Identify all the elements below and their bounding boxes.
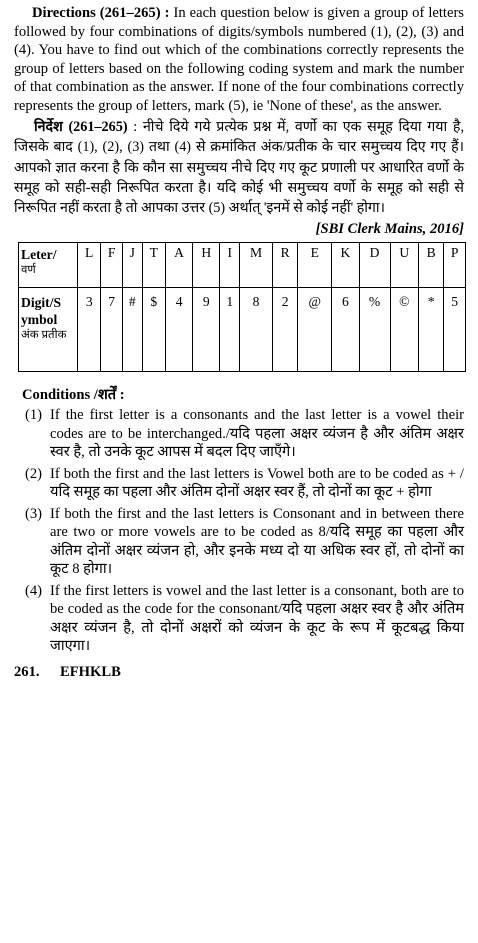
- letter-cell: P: [444, 243, 466, 288]
- conditions-title: Conditions /शर्तें :: [22, 387, 125, 404]
- conditions-list: [14, 406, 464, 656]
- directions-hi: [14, 117, 464, 218]
- condition-text: If both the first and the last letters is Vowel both are to be coded as + /यदि समूह का पहला और अंतिम दोनों अक्षर स्वर हैं, तो दोनों का कूट + होगा: [50, 465, 464, 501]
- question-text: EFHKLB: [60, 663, 121, 680]
- condition-text: If both the first and the last letters is Consonant and in between there are two or more vowels are to be coded as 8/यदि समूह का पहला और अंतिम दोनों अक्षर व्यंजन हो, और इनके मध्य दो या अधिक स्वर हों, तो दोनों का कूट 8 होगा।: [50, 505, 464, 578]
- letter-cell: U: [390, 243, 418, 288]
- code-cell: 4: [165, 288, 192, 372]
- letter-cell: M: [240, 243, 273, 288]
- question-number: 261.: [14, 663, 40, 680]
- condition-item: [14, 582, 464, 656]
- directions-label: Directions (261–265) :: [32, 5, 170, 21]
- code-table: [18, 242, 466, 372]
- condition-item: [14, 505, 464, 579]
- condition-number: (4): [24, 582, 42, 599]
- letter-cell: B: [419, 243, 444, 288]
- letter-cell: J: [122, 243, 142, 288]
- code-cell: *: [419, 288, 444, 372]
- condition-text: If the first letters is vowel and the last letter is a consonant, both are to be coded as the code for the consonant/यदि पहला अक्षर स्वर है और अंतिम अक्षर व्यंजन है, तो दोनों अक्षरों को व्यंजन के कूट के रूप में कूटबद्ध किया जाएगा।: [50, 582, 464, 655]
- code-row: [19, 288, 466, 372]
- letter-cell: T: [142, 243, 165, 288]
- condition-item: [14, 406, 464, 462]
- code-cell: 5: [444, 288, 466, 372]
- code-cell: @: [298, 288, 332, 372]
- question: [14, 664, 464, 681]
- code-cell: 6: [332, 288, 359, 372]
- condition-text: If the first letter is a consonants and the last letter is a vowel their codes are to be interchanged./यदि पहला अक्षर व्यंजन है और अंतिम अक्षर स्वर है, तो उनके कूट आपस में बदल दिए जाएँगे।: [50, 407, 464, 461]
- code-cell: 7: [101, 288, 123, 372]
- code-row-head: Digit/S ymbol अंक प्रतीक: [19, 288, 78, 372]
- letter-cell: L: [78, 243, 101, 288]
- code-cell: 1: [220, 288, 240, 372]
- letter-cell: H: [193, 243, 220, 288]
- condition-number: (2): [24, 465, 42, 482]
- code-cell: 2: [272, 288, 297, 372]
- letter-cell: D: [359, 243, 390, 288]
- directions-label-hi: निर्देश (261–265): [34, 119, 128, 135]
- directions-text-hi: : नीचे दिये गये प्रत्येक प्रश्न में, वर्णो का एक समूह दिया गया है, जिसके बाद (1), (2), (3) तथा (4) से क्रमांकित अंक/प्रतीक के चार समुच्चय दिए गए हैं। आपको ज्ञात करना है कि कौन सा समुच्चय नीचे दिए गए कूट प्रणाली पर आधारित वर्णो के समूह को सही-सही निरूपित करता है। यदि कोई भी समुच्चय वर्णो के समूह को सही से निरूपित नहीं करता है तो आपका उत्तर (5) अर्थात् 'इनमें से कोई नहीं' होगा।: [14, 119, 464, 217]
- code-cell: 9: [193, 288, 220, 372]
- code-cell: 3: [78, 288, 101, 372]
- code-cell: %: [359, 288, 390, 372]
- letter-row: [19, 243, 466, 288]
- letter-cell: F: [101, 243, 123, 288]
- directions-en: [14, 4, 464, 115]
- code-cell: $: [142, 288, 165, 372]
- letter-cell: A: [165, 243, 192, 288]
- code-cell: #: [122, 288, 142, 372]
- letter-row-head: Leter/ वर्ण: [19, 243, 78, 288]
- letter-cell: I: [220, 243, 240, 288]
- code-cell: ©: [390, 288, 418, 372]
- letter-cell: R: [272, 243, 297, 288]
- condition-number: (3): [24, 505, 42, 522]
- source-citation: [SBI Clerk Mains, 2016]: [315, 221, 464, 238]
- condition-item: [14, 465, 464, 502]
- code-cell: 8: [240, 288, 273, 372]
- directions-text-en: In each question below is given a group of letters followed by four combinations of digits/symbols numbered (1), (2), (3) and (4). You have to find out which of the combinations correctly represents the group of letters based on the following coding system and mark the number of that combination as the answer. If none of the four combinations correctly represents the group of letters, mark (5), ie 'None of these', as the answer.: [14, 5, 464, 114]
- letter-cell: K: [332, 243, 359, 288]
- letter-cell: E: [298, 243, 332, 288]
- condition-number: (1): [24, 407, 42, 424]
